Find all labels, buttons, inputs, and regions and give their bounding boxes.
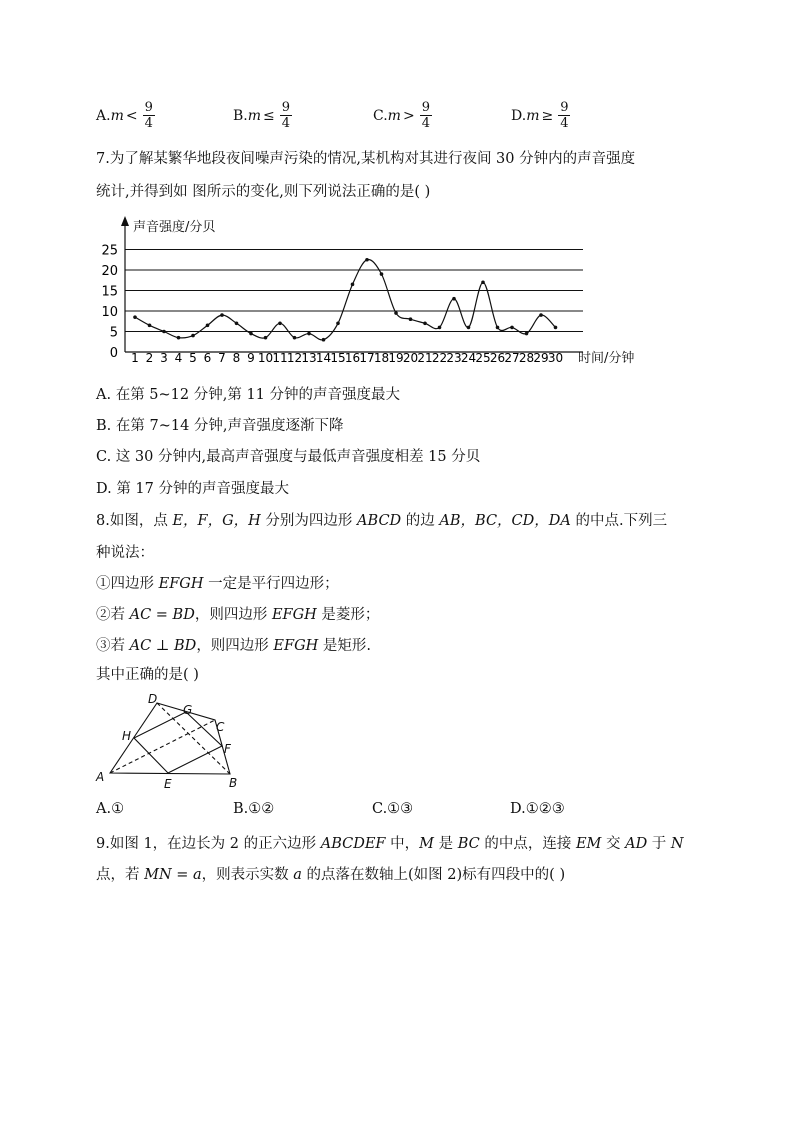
q7-stem-line2: 统计,并得到如 图所示的变化,则下列说法正确的是( ) xyxy=(96,184,431,200)
x-tick-label: 26 xyxy=(489,351,506,365)
x-tick-label: 22 xyxy=(431,351,448,365)
data-point xyxy=(133,315,137,319)
x-tick-label: 6 xyxy=(203,351,212,365)
x-tick-label: 5 xyxy=(189,351,197,365)
q8-option-b[interactable]: B.①② xyxy=(233,801,275,817)
data-point xyxy=(307,332,311,336)
data-point xyxy=(249,332,253,336)
data-point xyxy=(539,313,543,317)
label-a: A xyxy=(96,770,105,784)
data-point xyxy=(220,313,224,317)
x-tick-label: 30 xyxy=(547,351,564,365)
x-tick-label: 27 xyxy=(504,351,520,365)
label-e: E xyxy=(164,777,172,791)
label-c: C xyxy=(216,720,225,734)
fraction: $\frac{9}{4}$ xyxy=(421,100,430,131)
data-point xyxy=(481,281,485,285)
data-point xyxy=(235,322,239,326)
x-tick-label: 21 xyxy=(417,351,433,365)
data-point xyxy=(191,334,195,338)
diagonal-ac xyxy=(110,720,215,773)
q8-stem-line1: 8.如图，点 E，F，G，H 分别为四边形 ABCD 的边 AB，BC，CD，DA 的中点.下列三 xyxy=(96,513,668,529)
label-h: H xyxy=(122,729,132,743)
fraction: $\frac{9}{4}$ xyxy=(281,100,291,131)
x-tick-label: 13 xyxy=(301,351,317,365)
q9-stem-line2: 点，若 MN = a，则表示实数 a 的点落在数轴上(如图 2)标有四段中的( ) xyxy=(96,867,566,883)
data-point xyxy=(467,326,471,330)
label-d: D xyxy=(148,692,158,706)
x-tick-label: 15 xyxy=(330,351,346,365)
x-tick-label: 19 xyxy=(388,351,404,365)
q6-option-b[interactable]: B. m ≤ $\frac{9}{4}$ xyxy=(233,100,291,131)
q8-stem-line2: 种说法： xyxy=(96,545,154,561)
q8-option-c[interactable]: C.①③ xyxy=(372,801,414,817)
x-tick-labels xyxy=(131,351,563,365)
fraction: $\frac{9}{4}$ xyxy=(560,100,569,131)
data-point xyxy=(365,258,369,262)
q8-option-a[interactable]: A.① xyxy=(96,801,125,817)
x-tick-label: 24 xyxy=(460,351,477,365)
data-point xyxy=(510,326,514,330)
q8-statement-1: ①四边形 EFGH 一定是平行四边形； xyxy=(96,576,339,592)
data-point xyxy=(322,338,326,342)
q6-option-d[interactable]: D. m ≥ $\frac{9}{4}$ xyxy=(511,100,569,131)
y-tick-label: 20 xyxy=(101,264,118,279)
y-tick-labels xyxy=(101,244,118,362)
x-tick-label: 28 xyxy=(518,351,535,365)
data-point xyxy=(293,336,297,340)
x-tick-label: 3 xyxy=(160,351,168,365)
label-b: B xyxy=(229,776,238,790)
data-point xyxy=(148,324,152,328)
x-tick-label: 10 xyxy=(257,351,274,365)
x-tick-label: 23 xyxy=(446,351,462,365)
data-point xyxy=(351,283,355,287)
q9-stem-line1: 9.如图 1，在边长为 2 的正六边形 ABCDEF 中，M 是 BC 的中点，连接 EM 交 AD 于 N xyxy=(96,836,684,852)
data-point xyxy=(264,336,268,340)
q7-option-a[interactable]: A. 在第 5~12 分钟,第 11 分钟的声音强度最大 xyxy=(96,387,401,403)
x-tick-label: 1 xyxy=(131,351,139,365)
x-tick-label: 18 xyxy=(373,351,390,365)
x-tick-label: 17 xyxy=(359,351,375,365)
q6-option-c[interactable]: C. m > $\frac{9}{4}$ xyxy=(373,100,430,131)
x-tick-label: 14 xyxy=(315,351,332,365)
data-point xyxy=(380,272,384,276)
q6-option-a[interactable]: A. m < $\frac{9}{4}$ xyxy=(96,100,153,131)
q8-question: 其中正确的是( ) xyxy=(96,667,199,683)
label-g: G xyxy=(183,703,193,717)
data-point xyxy=(438,326,442,330)
x-tick-label: 4 xyxy=(174,351,183,365)
x-tick-label: 12 xyxy=(286,351,303,365)
quadrilateral-efgh xyxy=(134,712,222,773)
y-axis-arrow-icon xyxy=(121,216,129,226)
data-point xyxy=(409,317,413,321)
data-point xyxy=(554,326,558,330)
q7-option-d[interactable]: D. 第 17 分钟的声音强度最大 xyxy=(96,481,289,497)
chart-grid xyxy=(125,250,583,332)
q8-option-d[interactable]: D.①②③ xyxy=(510,801,565,817)
y-tick-label: 5 xyxy=(109,325,118,341)
data-point xyxy=(206,324,210,328)
q8-statement-2: ②若 AC = BD，则四边形 EFGH 是菱形； xyxy=(96,607,380,623)
y-axis-label: 声音强度/分贝 xyxy=(133,220,216,235)
q6-options xyxy=(96,100,716,140)
x-tick-label: 9 xyxy=(247,351,255,365)
data-point xyxy=(423,322,427,326)
x-tick-label: 11 xyxy=(272,351,288,365)
y-tick-label: 15 xyxy=(101,284,118,300)
noise-chart xyxy=(94,210,654,370)
data-point xyxy=(394,311,398,315)
data-point xyxy=(177,336,181,340)
data-point xyxy=(496,326,500,330)
data-point xyxy=(162,330,166,334)
x-tick-label: 29 xyxy=(533,351,549,365)
y-tick-label: 25 xyxy=(101,243,118,259)
data-point xyxy=(525,332,529,336)
label-f: F xyxy=(224,742,231,756)
quadrilateral-figure xyxy=(92,688,252,793)
data-point xyxy=(278,322,282,326)
q7-option-c[interactable]: C. 这 30 分钟内,最高声音强度与最低声音强度相差 15 分贝 xyxy=(96,449,481,465)
y-tick-label: 10 xyxy=(101,305,118,320)
series-line xyxy=(135,259,556,339)
x-tick-label: 8 xyxy=(232,351,241,365)
q7-stem-line1: 7.为了解某繁华地段夜间噪声污染的情况,某机构对其进行夜间 30 分钟内的声音强度 xyxy=(96,151,636,167)
x-tick-label: 16 xyxy=(344,351,361,365)
x-tick-label: 20 xyxy=(402,351,419,365)
y-tick-label: 0 xyxy=(109,346,118,361)
data-point xyxy=(452,297,456,301)
data-point xyxy=(336,322,340,326)
q7-option-b[interactable]: B. 在第 7~14 分钟,声音强度逐渐下降 xyxy=(96,418,344,434)
x-axis-label: 时间/分钟 xyxy=(578,351,635,366)
x-tick-label: 25 xyxy=(475,351,491,365)
x-tick-label: 7 xyxy=(218,351,226,365)
x-tick-label: 2 xyxy=(145,351,154,365)
q8-statement-3: ③若 AC ⊥ BD，则四边形 EFGH 是矩形. xyxy=(96,638,372,654)
fraction: $\frac{9}{4}$ xyxy=(144,100,153,131)
